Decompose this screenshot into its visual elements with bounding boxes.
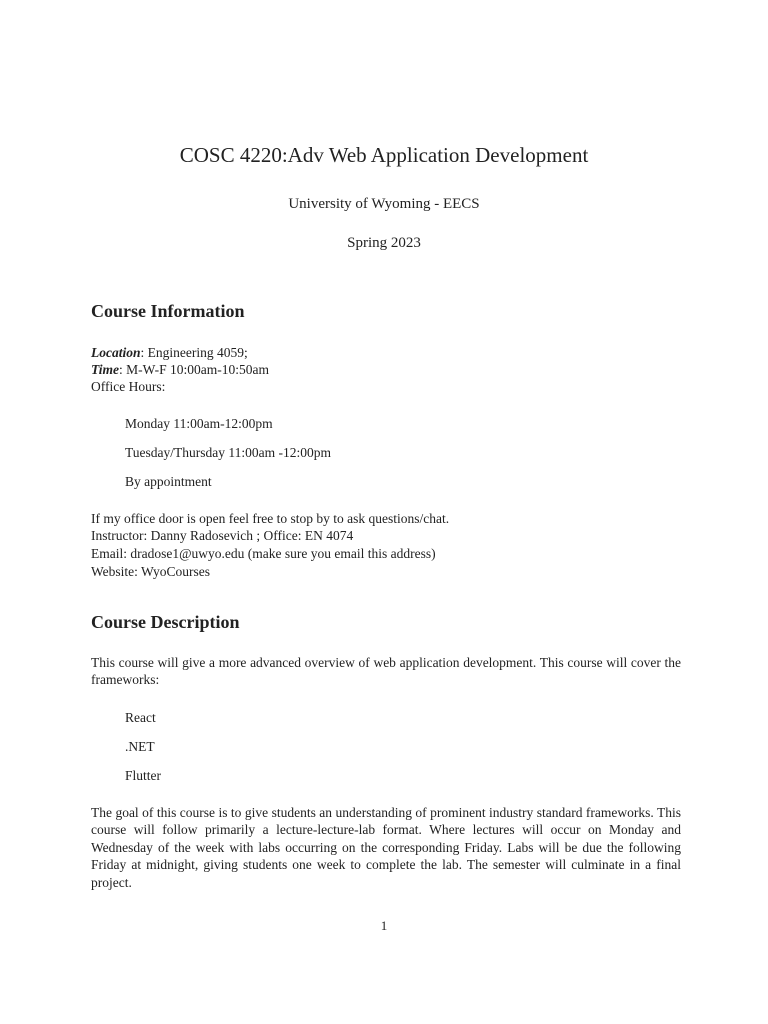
document-title: COSC 4220:Adv Web Application Development <box>179 143 589 167</box>
course-information-heading: Course Information <box>91 301 245 321</box>
institution: University of Wyoming - EECS <box>288 196 480 212</box>
office-hours-item: Monday 11:00am-12:00pm <box>125 416 273 431</box>
instructor-line: Instructor: Danny Radosevich ; Office: EN 4074 <box>91 528 354 543</box>
location-line <box>91 344 248 361</box>
time-line <box>91 361 269 378</box>
framework-item: .NET <box>125 739 155 754</box>
location-label: Location <box>91 345 141 360</box>
page-number: 1 <box>380 918 388 933</box>
time-value: : M-W-F 10:00am-10:50am <box>119 362 269 377</box>
description-intro: This course will give a more advanced overview of web application development. This course will cover the frameworks: <box>91 655 681 688</box>
course-description-heading: Course Description <box>91 612 240 632</box>
time-label: Time <box>91 362 119 377</box>
location-value: : Engineering 4059; <box>140 345 248 360</box>
website-line: Website: WyoCourses <box>91 564 210 579</box>
open-door-note: If my office door is open feel free to stop by to ask questions/chat. <box>91 511 450 526</box>
framework-item: React <box>125 710 156 725</box>
office-hours-item: Tuesday/Thursday 11:00am -12:00pm <box>125 445 331 460</box>
office-hours-label: Office Hours: <box>91 379 166 394</box>
term: Spring 2023 <box>347 235 421 251</box>
office-hours-item: By appointment <box>125 474 212 489</box>
email-line: Email: dradose1@uwyo.edu (make sure you email this address) <box>91 546 436 561</box>
framework-item: Flutter <box>125 768 161 783</box>
course-goal-paragraph: The goal of this course is to give students an understanding of prominent industry standard frameworks. This course will follow primarily a lecture-lecture-lab format. Where lectures will occur on Monday and Wednesday of the week with labs occurring on the corresponding Friday. Labs will be due the following Friday at midnight, giving students one week to complete the lab. The semester will culminate in a final project. <box>91 805 681 890</box>
